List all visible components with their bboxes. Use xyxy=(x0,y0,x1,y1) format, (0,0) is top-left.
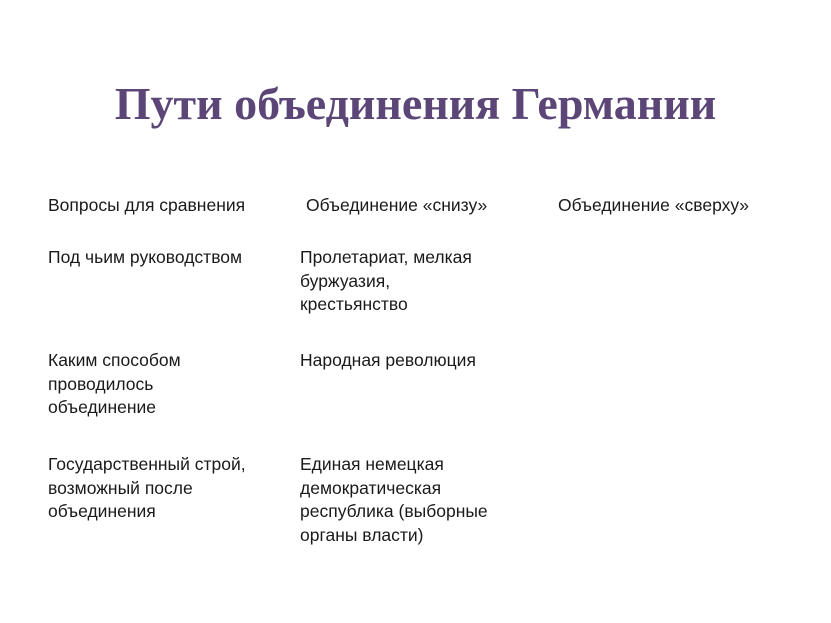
header-from-below: Объединение «снизу» xyxy=(306,195,488,215)
slide-title: Пути объединения Германии xyxy=(114,78,717,129)
row-from-below: Пролетариат, мелкая буржуазия, крестьянство xyxy=(300,247,472,314)
header-from-above: Объединение «сверху» xyxy=(558,195,750,215)
header-questions: Вопросы для сравнения xyxy=(48,195,246,215)
row-question: Под чьим руководством xyxy=(48,247,243,267)
row-question: Государственный строй, возможный после объединения xyxy=(48,454,246,521)
row-from-below: Единая немецкая демократическая республика (выборные органы власти) xyxy=(300,454,488,545)
row-question: Каким способом проводилось объединение xyxy=(48,350,181,417)
row-from-below: Народная революция xyxy=(300,350,476,370)
